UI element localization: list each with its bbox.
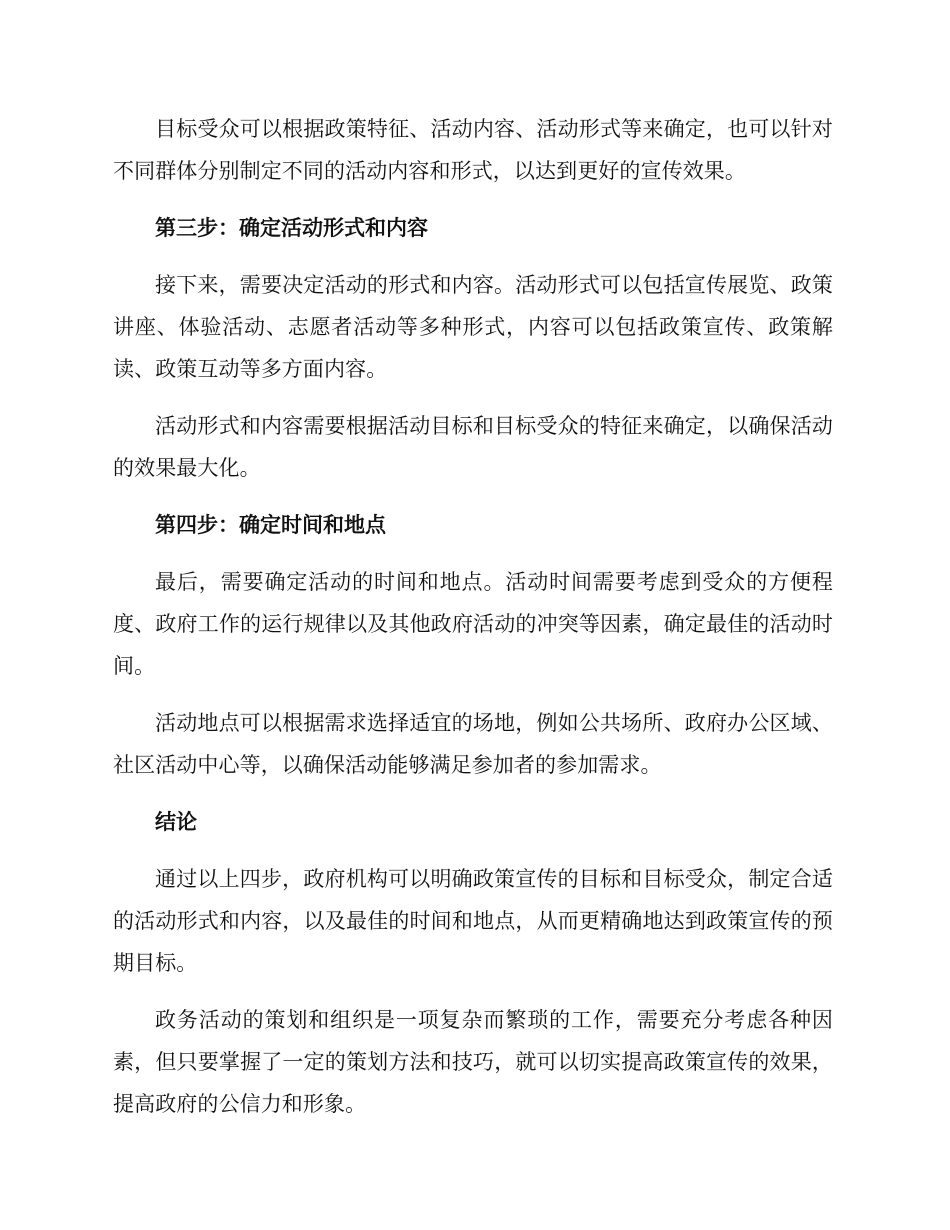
paragraph-target-audience: 目标受众可以根据政策特征、活动内容、活动形式等来确定，也可以针对不同群体分别制定不同的活动内容和形式，以达到更好的宣传效果。: [113, 117, 833, 183]
document-body: [113, 108, 833, 1140]
section-heading-conclusion: 结论: [155, 810, 197, 834]
paragraph-conclusion-summary: 通过以上四步，政府机构可以明确政策宣传的目标和目标受众，制定合适的活动形式和内容，以及最佳的时间和地点，从而更精确地达到政策宣传的预期目标。: [113, 867, 833, 975]
paragraph-activity-forms: 接下来，需要决定活动的形式和内容。活动形式可以包括宣传展览、政策讲座、体验活动、志愿者活动等多种形式，内容可以包括政策宣传、政策解读、政策互动等多方面内容。: [113, 273, 833, 381]
paragraph-activity-location: 活动地点可以根据需求选择适宜的场地，例如公共场所、政府办公区域、社区活动中心等，以确保活动能够满足参加者的参加需求。: [113, 711, 833, 777]
section-heading-step-three: 第三步：确定活动形式和内容: [155, 216, 428, 240]
paragraph-conclusion-closing: 政务活动的策划和组织是一项复杂而繁琐的工作，需要充分考虑各种因素，但只要掌握了一定的策划方法和技巧，就可以切实提高政策宣传的效果，提高政府的公信力和形象。: [113, 1008, 833, 1116]
paragraph-activity-time: 最后，需要确定活动的时间和地点。活动时间需要考虑到受众的方便程度、政府工作的运行规律以及其他政府活动的冲突等因素，确定最佳的活动时间。: [113, 570, 833, 678]
paragraph-forms-content-basis: 活动形式和内容需要根据活动目标和目标受众的特征来确定，以确保活动的效果最大化。: [113, 414, 833, 480]
section-heading-step-four: 第四步：确定时间和地点: [155, 513, 386, 537]
